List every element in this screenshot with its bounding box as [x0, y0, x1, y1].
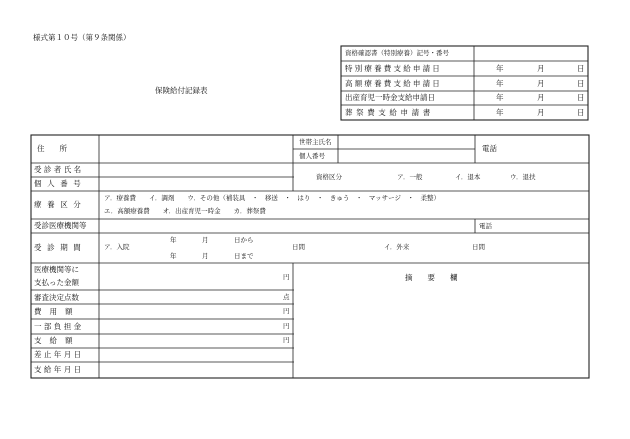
from-month: 月 [202, 236, 209, 244]
benefit-yen: 円 [283, 336, 290, 344]
facility-phone-label: 電話 [479, 222, 492, 230]
paid-amount-yen: 円 [283, 273, 290, 281]
address-label: 住 所 [37, 144, 67, 153]
high-cost-year: 年 [496, 79, 504, 88]
facility-label: 受診医療機関等 [34, 221, 87, 230]
funeral-date-label: 葬祭費支給申請書 [345, 108, 434, 117]
treatment-options-line1: ア．療養費 イ．調剤 ウ．その他（補装具 ・ 移送 ・ はり ・ きゅう ・ マッサージ ・ 柔整） [104, 194, 440, 202]
outpatient-label: イ．外来 [384, 243, 410, 251]
period-label: 受診期間 [34, 243, 87, 252]
cost-label: 費用額 [34, 307, 81, 316]
special-care-day: 日 [577, 64, 585, 73]
page-title: 保険給付記録表 [155, 86, 208, 95]
form-number: 様式第１０号（第９条関係） [33, 33, 131, 42]
high-cost-date-label: 高額療養費支給申請日 [345, 79, 442, 88]
to-day: 日まで [234, 252, 254, 260]
inpatient-days: 日間 [292, 243, 305, 251]
review-points-unit: 点 [283, 293, 290, 301]
funeral-month: 月 [537, 108, 545, 117]
qualification-label: 資格区分 [316, 173, 342, 181]
funeral-day: 日 [577, 108, 585, 117]
childbirth-date-label: 出産育児一時金支給申請日 [345, 93, 435, 102]
treatment-options-line2: エ．高額療養費 オ．出産育児一時金 カ．葬祭費 [104, 207, 266, 215]
household-head-label: 世帯主氏名 [299, 138, 332, 146]
inpatient-label: ア．入院 [104, 243, 130, 251]
pay-date-label: 支給年月日 [34, 365, 84, 374]
special-care-date-label: 特別療養費支給申請日 [345, 64, 442, 73]
cert-number-label: 資格確認書（特別療養）記号・番号 [345, 49, 449, 57]
personal-number-label: 個人番号 [299, 152, 325, 160]
stop-date-label: 差止年月日 [34, 350, 84, 359]
patient-number-label: 個人番号 [34, 179, 87, 188]
copay-label: 一部負担金 [34, 322, 84, 331]
treatment-type-label: 療養区分 [34, 200, 87, 209]
to-year: 年 [170, 252, 177, 260]
paid-amount-label-1: 医療機関等に [34, 265, 79, 274]
qual-general: ア．一般 [397, 173, 423, 181]
high-cost-month: 月 [537, 79, 545, 88]
phone-label: 電話 [482, 144, 497, 153]
outpatient-days: 日間 [472, 243, 485, 251]
special-care-month: 月 [537, 64, 545, 73]
remarks-header: 摘 要 欄 [405, 273, 458, 282]
qual-retired-dependent: ウ．退扶 [510, 173, 536, 181]
funeral-year: 年 [496, 108, 504, 117]
paid-amount-label-2: 支払った金額 [34, 278, 79, 287]
benefit-label: 支給額 [34, 336, 81, 345]
review-points-label: 審査決定点数 [34, 293, 79, 302]
special-care-year: 年 [496, 64, 504, 73]
from-day: 日から [234, 236, 254, 244]
childbirth-year: 年 [496, 93, 504, 102]
high-cost-day: 日 [577, 79, 585, 88]
cost-yen: 円 [283, 307, 290, 315]
childbirth-day: 日 [577, 93, 585, 102]
to-month: 月 [202, 252, 209, 260]
patient-name-label: 受診者氏名 [34, 165, 84, 174]
qual-retired: イ．退本 [455, 173, 481, 181]
childbirth-month: 月 [537, 93, 545, 102]
from-year: 年 [170, 236, 177, 244]
copay-yen: 円 [283, 322, 290, 330]
